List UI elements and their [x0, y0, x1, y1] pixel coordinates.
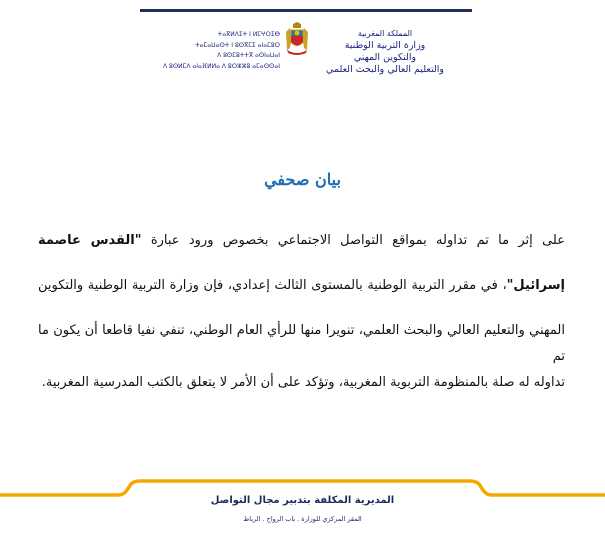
- quoted-phrase: "القدس عاصمة: [38, 233, 142, 248]
- coat-of-arms-icon: [284, 22, 310, 56]
- tifinagh-line: ⴷ ⵓⵙⵍⵎⴷ ⴰⵏⴰⴼⵍⵍⴰ ⴷ ⵓⵔⵣⵣⵓ ⴰⵎⴰⵙⵙⴰⵏ: [163, 62, 280, 70]
- body-line: تداوله له صلة بالمنظومة التربوية المغربية، وتؤكد على أن الأمر لا يتعلق بالكتب المدرسية المغربية.: [41, 375, 565, 390]
- arabic-header-line: المملكة المغربية: [357, 29, 413, 38]
- press-release-body: [38, 228, 565, 415]
- quoted-phrase: إسرائيل": [506, 278, 565, 293]
- tifinagh-line: ⵜⴰⴳⵍⴷⵉⵜ ⵏ ⵍⵎⵖⵔⵉⴱ: [217, 31, 280, 38]
- arabic-ministry-name: [320, 28, 450, 76]
- arabic-header-line: والتكوين المهني: [353, 52, 417, 63]
- body-text: على إثر ما تم تداوله بمواقع التواصل الاجتماعي بخصوص ورود عبارة: [141, 233, 565, 248]
- body-line: [38, 228, 565, 273]
- arabic-header-line: وزارة التربية الوطنية: [344, 40, 426, 51]
- footer-address: المقر المركزي للوزارة . باب الرواح . الرباط: [243, 515, 362, 523]
- arabic-header-line: والتعليم العالي والبحث العلمي: [326, 64, 444, 75]
- body-line: المهني والتعليم العالي والبحث العلمي، تنويرا منها للرأي العام الوطني، تنفي نفيا قاطعا أن يكون ما تم: [38, 323, 565, 364]
- tifinagh-ministry-name: [140, 30, 280, 72]
- body-text: ، في مقرر التربية الوطنية بالمستوى الثالث إعدادي، فإن وزارة التربية الوطنية والتكوين: [38, 278, 507, 293]
- tifinagh-line: ⵜⴰⵎⴰⵡⴰⵙⵜ ⵏ ⵓⵙⴳⵎⵉ ⴰⵏⴰⵎⵓⵔ: [194, 41, 280, 49]
- body-line: [38, 273, 565, 318]
- footer-directorate: المديرية المكلفة بتدبير مجال التواصل: [210, 495, 395, 506]
- page-title: بيان صحفي: [264, 170, 341, 189]
- header-rule: [140, 9, 472, 12]
- tifinagh-line: ⴷ ⵓⵙⵎⵓⵜⵜⴳ ⴰⵙⵏⴰⵡⴰⵏ: [217, 52, 280, 59]
